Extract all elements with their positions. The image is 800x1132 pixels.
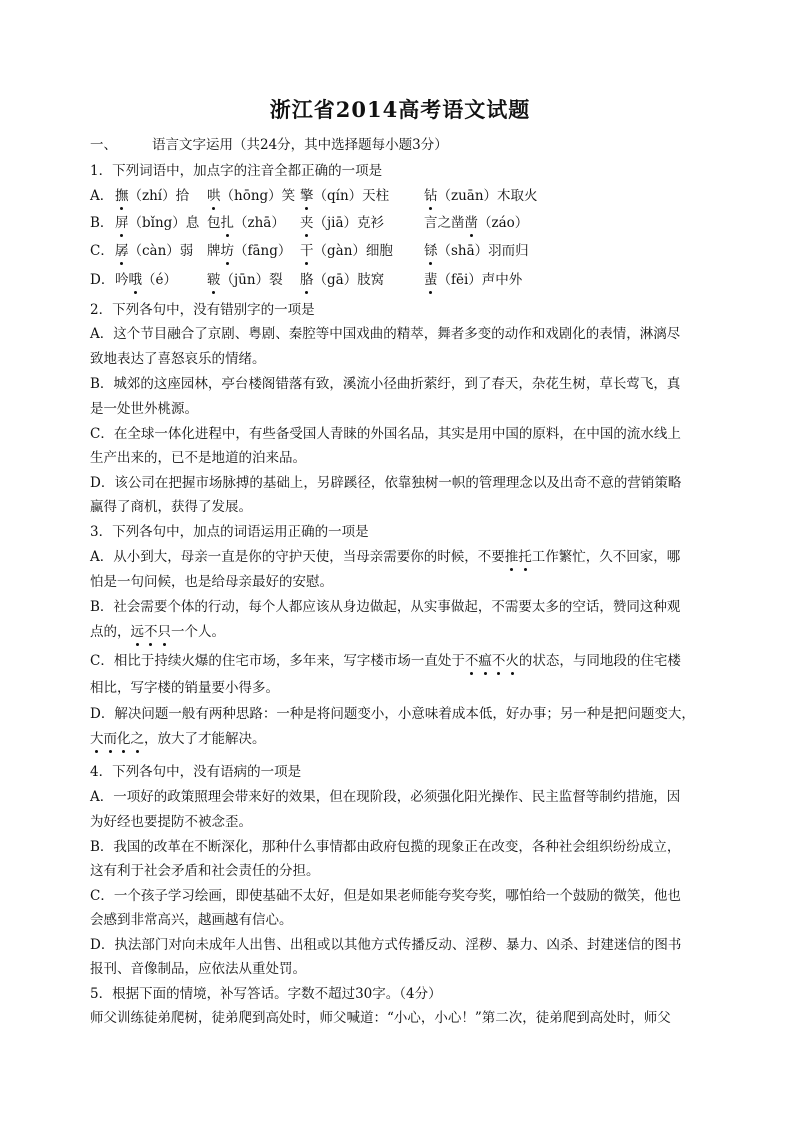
question-4-option-b-cont: 这有利于社会矛盾和社会责任的分担。 [90, 863, 320, 879]
question-5-stem: 5．根据下面的情境，补写答话。字数不超过30字。（4分） [90, 986, 442, 1002]
dotted-char: 不 [144, 624, 158, 640]
dotted-char: 哄 [207, 188, 221, 204]
dotted-char: 之 [130, 731, 144, 747]
item-pinyin: （shā）羽而归 [437, 243, 529, 259]
item-pinyin: （hōng）笑 [220, 188, 296, 204]
option-item [207, 214, 285, 232]
option-text: ，放大了才能解决。 [144, 731, 266, 747]
page-title: 浙江省2014高考语文试题 [269, 97, 531, 122]
question-1-stem: 1．下列词语中，加点字的注音全都正确的一项是 [90, 163, 383, 179]
item-pinyin: （é） [142, 272, 177, 288]
option-item [300, 242, 393, 260]
dotted-phrase [465, 653, 519, 669]
question-2-option-b: B．城郊的这座园林，亭台楼阁错落有致，溪流小径曲折萦纡，到了春天，杂花生树，草长莺飞，真 [90, 376, 681, 392]
question-2-option-a-cont: 致地表达了喜怒哀乐的情绪。 [90, 351, 266, 367]
item-pinyin: （jiā）克衫 [313, 215, 385, 231]
item-pinyin: （gā）肢窝 [313, 272, 385, 288]
dotted-char: 夹 [300, 215, 314, 231]
question-3-option-d-cont [90, 730, 266, 748]
dotted-char: 不 [491, 653, 506, 669]
option-item [115, 271, 177, 289]
dotted-phrase [505, 549, 532, 565]
item-pinyin: （gàn）细胞 [313, 243, 393, 259]
dotted-char: 远 [130, 624, 144, 640]
item-prefix: 吟 [115, 272, 129, 288]
question-3-option-a [90, 548, 680, 566]
option-item [424, 242, 529, 260]
option-text: C．相比于持续火爆的住宅市场，多年来，写字楼市场一直处于 [90, 653, 465, 669]
question-3-option-b-cont [90, 623, 225, 641]
question-4-option-b: B．我国的改革在不断深化，那种什么事情都由政府包揽的现象正在改变，各种社会组织纷纷成立， [90, 839, 681, 855]
dotted-char: 孱 [115, 243, 129, 259]
question-4-option-d-cont: 报刊、音像制品，应依法从重处罚。 [90, 961, 306, 977]
option-label: D． [90, 272, 115, 288]
option-text: 工作繁忙，久不回家，哪 [531, 549, 681, 565]
dotted-char: 瘟 [478, 653, 492, 669]
question-3-option-c-cont: 相比，写字楼的销量要小得多。 [90, 680, 279, 696]
dotted-char: 推 [504, 549, 519, 565]
option-item [424, 187, 538, 205]
dotted-char: 火 [505, 653, 519, 669]
question-2-option-c-cont: 生产出来的，已不是地道的泊来品。 [90, 450, 306, 466]
item-prefix: 包 [207, 215, 221, 231]
option-label: B． [90, 215, 114, 231]
option-item [300, 214, 384, 232]
item-pinyin: （fāng） [234, 243, 292, 259]
dotted-char: 扎 [220, 215, 234, 231]
item-pinyin: （bǐng）息 [128, 215, 200, 231]
option-item [424, 214, 528, 232]
dotted-char: 蜚 [424, 272, 438, 288]
question-2-stem: 2．下列各句中，没有错别字的一项是 [90, 302, 315, 318]
section-title: 语言文字运用（共24分，其中选择题每小题3分） [152, 137, 448, 153]
dotted-phrase [90, 731, 144, 747]
dotted-phrase [131, 624, 172, 640]
item-prefix: 言之凿 [424, 215, 465, 231]
option-item [424, 271, 522, 289]
option-label: A． [90, 188, 114, 204]
dotted-char: 撫 [115, 188, 129, 204]
item-pinyin: （fēi）声中外 [437, 272, 523, 288]
dotted-char: 铩 [424, 243, 438, 259]
dotted-char: 擎 [300, 188, 314, 204]
item-pinyin: （zhí）拾 [128, 188, 190, 204]
item-pinyin: （qín）天柱 [313, 188, 390, 204]
question-4-option-a: A．一项好的政策照理会带来好的效果，但在现阶段，必须强化阳光操作、民主监督等制约措施，因 [90, 789, 681, 805]
dotted-char: 不 [464, 653, 479, 669]
question-4-stem: 4．下列各句中，没有语病的一项是 [90, 764, 302, 780]
question-3-option-d: D．解决问题一般有两种思路：一种是将问题变小，小意味着成本低，好办事；另一种是把问题变大， [90, 706, 695, 722]
question-2-option-c: C．在全球一体化进程中，有些备受国人青睐的外国名品，其实是用中国的原料，在中国的流水线上 [90, 426, 681, 442]
dotted-char: 干 [300, 243, 314, 259]
option-item [300, 271, 384, 289]
option-item [207, 271, 283, 289]
question-4-option-c: C．一个孩子学习绘画，即使基础不太好，但是如果老师能夸奖夸奖，哪怕给一个鼓励的微笑，他也 [90, 888, 681, 904]
question-5-passage: 师父训练徒弟爬树，徒弟爬到高处时，师父喊道：“小心，小心！”第二次，徒弟爬到高处时，师父 [90, 1010, 671, 1026]
option-item [115, 214, 199, 232]
item-pinyin: （zhā） [234, 215, 285, 231]
option-text: 的状态，与同地段的住宅楼 [518, 653, 681, 669]
dotted-char: 只 [157, 624, 171, 640]
option-item [300, 187, 389, 205]
option-item [207, 187, 295, 205]
question-3-stem: 3．下列各句中，加点的词语运用正确的一项是 [90, 524, 369, 540]
dotted-char: 托 [518, 549, 532, 565]
item-pinyin: （zuān）木取火 [437, 188, 538, 204]
item-pinyin: （záo） [478, 215, 529, 231]
dotted-char: 哦 [128, 272, 142, 288]
option-item [207, 242, 291, 260]
dotted-char: 凿 [464, 215, 478, 231]
question-3-option-b: B．社会需要个体的行动，每个人都应该从身边做起，从实事做起，不需要太多的空话，赞同这种观 [90, 599, 681, 615]
dotted-char: 坊 [220, 243, 234, 259]
question-4-option-c-cont: 会感到非常高兴，越画越有信心。 [90, 912, 293, 928]
section-heading [90, 136, 448, 154]
item-pinyin: （jūn）裂 [220, 272, 283, 288]
option-label: C． [90, 243, 114, 259]
dotted-char: 屏 [115, 215, 129, 231]
dotted-char: 皲 [207, 272, 221, 288]
option-text: A．从小到大，母亲一直是你的守护天使，当母亲需要你的时候，不要 [90, 549, 505, 565]
question-2-option-d-cont: 赢得了商机，获得了发展。 [90, 499, 252, 515]
question-3-option-a-cont: 怕是一句问候，也是给母亲最好的安慰。 [90, 574, 333, 590]
question-2-option-a: A．这个节目融合了京剧、粤剧、秦腔等中国戏曲的精萃，舞者多变的动作和戏剧化的表情，淋漓尽 [90, 326, 681, 342]
question-2-option-b-cont: 是一处世外桃源。 [90, 401, 198, 417]
dotted-char: 钻 [424, 188, 438, 204]
option-item [115, 187, 189, 205]
question-4-option-a-cont: 为好经也要提防不被念歪。 [90, 814, 252, 830]
question-3-option-c [90, 652, 681, 670]
question-4-option-d: D．执法部门对向未成年人出售、出租或以其他方式传播反动、淫秽、暴力、凶杀、封建迷信的图书 [90, 937, 682, 953]
question-2-option-d: D．该公司在把握市场脉搏的基础上，另辟蹊径，依靠独树一帜的管理理念以及出奇不意的营销策略 [90, 475, 682, 491]
item-pinyin: （càn）弱 [128, 243, 194, 259]
option-text: 点的， [90, 624, 131, 640]
dotted-char: 胳 [300, 272, 314, 288]
dotted-char: 而 [103, 731, 117, 747]
option-text: 一个人。 [171, 624, 225, 640]
item-prefix: 牌 [207, 243, 221, 259]
dotted-char: 化 [117, 731, 131, 747]
option-item [115, 242, 193, 260]
section-number: 一、 [90, 137, 117, 153]
dotted-char: 大 [90, 731, 104, 747]
